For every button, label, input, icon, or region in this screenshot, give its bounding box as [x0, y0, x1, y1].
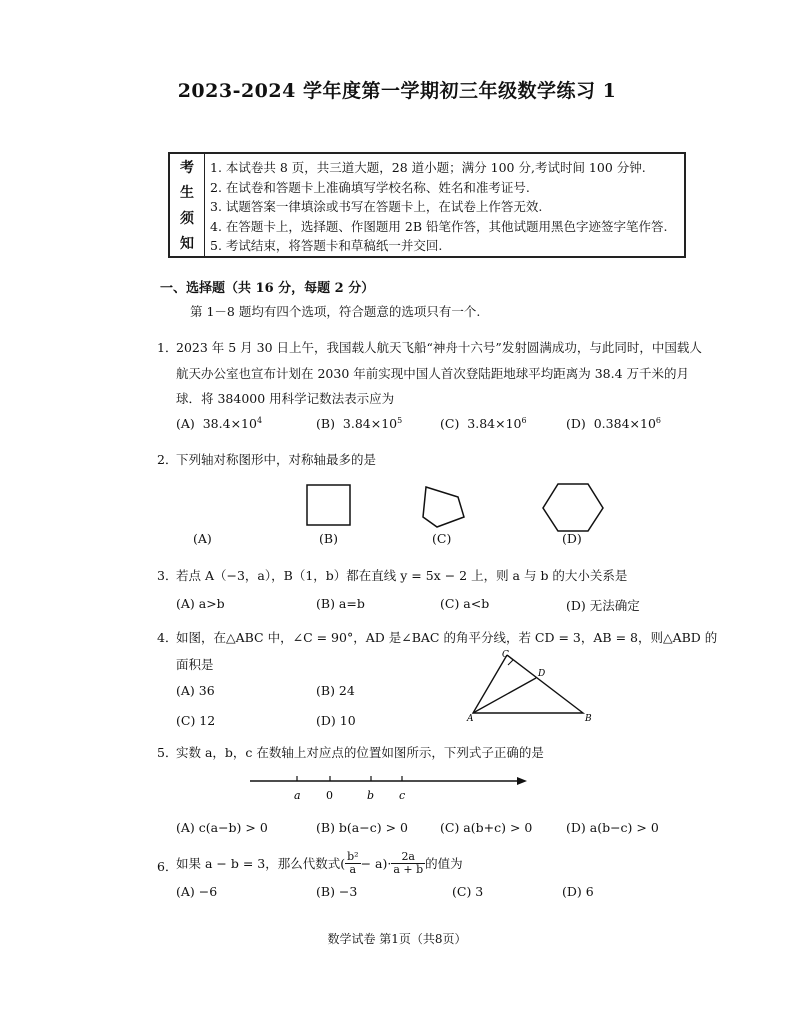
fraction-numerator: 2a	[391, 851, 425, 864]
option-label: (B)	[316, 416, 335, 432]
notice-box	[168, 152, 686, 258]
notice-line: 4. 在答题卡上，选择题、作图题用 2B 铅笔作答，其他试题用黑色字迹签字笔作答.	[210, 218, 668, 234]
question-text: 航天办公室也宣布计划在 2030 年前实现中国人首次登陆距地球平均距离为 38.4 万千米的月	[176, 366, 690, 381]
q6-stem-post: 的值为	[425, 856, 463, 871]
axis-label-0: 0	[326, 789, 333, 802]
notice-line: 1. 本试卷共 8 页，共三道大题，28 道小题；满分 100 分,考试时间 100 分钟.	[210, 160, 646, 175]
axis-label-b: b	[367, 789, 375, 802]
option-c: (C) 3	[452, 884, 484, 899]
notice-line: 2. 在试卷和答题卡上准确填写学校名称、姓名和准考证号.	[210, 179, 530, 195]
option-a: (A)	[193, 531, 212, 546]
option-c: (C) 12	[176, 713, 216, 728]
question-text: 面积是	[176, 657, 214, 672]
fraction-2a-over-a-plus-b	[391, 851, 425, 876]
axis-label-c: c	[399, 789, 406, 802]
question-text: 下列轴对称图形中，对称轴最多的是	[176, 452, 377, 467]
label-c: C	[502, 650, 509, 660]
option-d	[566, 416, 661, 431]
question-text: 2023 年 5 月 30 日上午，我国载人航天飞船“神舟十六号”发射圆满成功，与此同时，中国载人	[176, 340, 702, 355]
option-value: 3.84×10	[467, 416, 522, 432]
question-number: 4．	[157, 630, 178, 645]
option-exponent: 4	[256, 416, 263, 425]
question-text	[176, 848, 463, 878]
question-text: 球．将 384000 用科学记数法表示应为	[176, 391, 395, 406]
page-title: 2023-2024 学年度第一学期初三年级数学练习 1	[177, 80, 617, 102]
section-instruction: 第 1－8 题均有四个选项，符合题意的选项只有一个.	[190, 304, 481, 319]
option-c: (C) a(b+c) > 0	[440, 820, 533, 835]
option-b	[316, 416, 402, 431]
question-text: 如图，在△ABC 中，∠C = 90°，AD 是∠BAC 的角平分线，若 CD = 3，AB = 8，则△ABD 的	[176, 630, 718, 645]
option-b: (B)	[319, 531, 338, 546]
option-label: (C)	[440, 416, 460, 432]
option-c: (C) a<b	[440, 596, 490, 611]
fraction-numerator: b²	[347, 849, 359, 863]
option-exponent: 6	[521, 416, 527, 425]
option-c	[440, 416, 527, 431]
option-b: (B) b(a−c) > 0	[316, 820, 408, 835]
q6-stem-mid: − a)·	[360, 855, 392, 871]
notice-line: 3. 试题答案一律填涂或书写在答题卡上，在试卷上作答无效.	[210, 199, 543, 214]
hexagon-shape	[543, 484, 603, 531]
question-number: 1．	[157, 340, 178, 355]
option-a: (A) c(a−b) > 0	[176, 820, 268, 835]
notice-label	[170, 154, 205, 256]
label-a: A	[467, 714, 474, 724]
notice-label-char: 考	[180, 159, 194, 176]
option-b: (B) −3	[316, 884, 358, 899]
label-d: D	[538, 669, 546, 679]
option-a: (A) a>b	[176, 596, 225, 611]
question-text: 若点 A（−3，a），B（1，b）都在直线 y = 5x − 2 上，则 a 与 b 的大小关系是	[176, 568, 628, 583]
option-b: (B) 24	[316, 683, 355, 698]
option-d: (D) 6	[562, 884, 594, 899]
notice-label-char: 须	[180, 210, 194, 227]
option-a: (A) 36	[176, 683, 215, 698]
option-b: (B) a=b	[316, 596, 365, 611]
option-d: (D)	[562, 531, 582, 546]
fraction-denominator: a	[349, 862, 357, 876]
option-value: 0.384×10	[593, 416, 656, 432]
option-c: (C)	[432, 531, 452, 546]
pentagon-shape	[423, 487, 464, 527]
option-a: (A) −6	[176, 884, 218, 899]
square-shape	[307, 485, 350, 525]
option-d: (D) 10	[316, 713, 356, 728]
option-a	[176, 416, 262, 431]
notice-lines	[210, 158, 680, 256]
option-value: 3.84×10	[342, 416, 398, 432]
notice-label-char: 知	[180, 236, 194, 253]
axis-label-a: a	[294, 789, 301, 802]
option-value: 38.4×10	[202, 416, 257, 432]
arrow-right-icon	[517, 777, 527, 785]
option-label: (D)	[566, 416, 586, 432]
number-line-figure	[245, 770, 545, 806]
label-b: B	[585, 714, 592, 724]
question-number: 6．	[157, 859, 178, 874]
question-number: 2．	[157, 452, 178, 467]
triangle-figure	[460, 645, 610, 725]
question-text: 实数 a，b，c 在数轴上对应点的位置如图所示，下列式子正确的是	[176, 745, 544, 760]
fraction-denominator: a + b	[393, 862, 424, 876]
notice-line: 5. 考试结束，将答题卡和草稿纸一并交回.	[210, 238, 443, 253]
option-d: (D) 无法确定	[566, 598, 640, 613]
question-number: 5．	[157, 745, 178, 760]
option-label: (A)	[176, 416, 195, 432]
option-exponent: 6	[655, 416, 661, 425]
question-number: 3．	[157, 568, 178, 583]
page-footer: 数学试卷 第1页（共8页）	[327, 932, 467, 946]
fraction-b2-over-a	[345, 851, 360, 876]
notice-label-char: 生	[180, 185, 194, 202]
q6-stem-pre: 如果 a − b = 3，那么代数式(	[176, 856, 346, 871]
option-d: (D) a(b−c) > 0	[566, 820, 659, 835]
option-exponent: 5	[397, 416, 403, 425]
section-heading: 一、选择题（共 16 分，每题 2 分）	[160, 281, 375, 296]
